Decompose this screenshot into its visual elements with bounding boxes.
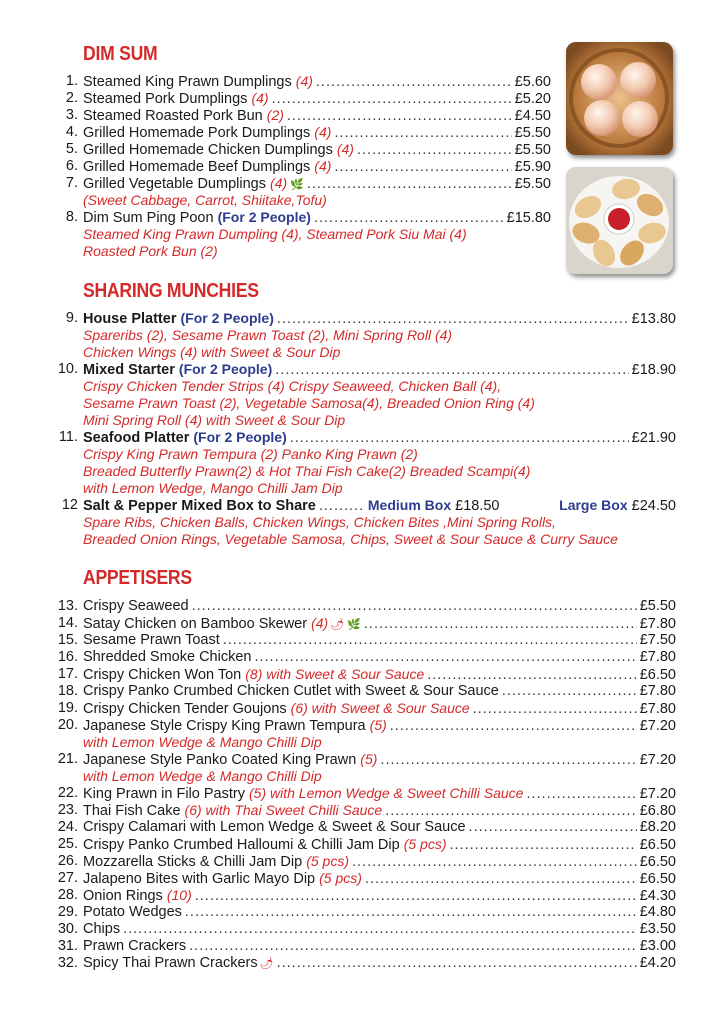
leaf-icon: 🌿 (347, 619, 361, 631)
item-price: £7.50 (639, 632, 676, 648)
leader-dots (272, 91, 512, 108)
leader-dots (357, 142, 512, 159)
item-portion: (5) (369, 717, 387, 733)
menu-item (48, 361, 676, 378)
item-price: £7.20 (639, 786, 676, 802)
leader-dots (185, 904, 637, 921)
item-portion: (5) with Lemon Wedge & Sweet Chilli Sauce (249, 785, 524, 801)
large-box-price: £24.50 (631, 498, 676, 514)
item-number: 6. (65, 158, 78, 174)
menu-item (48, 429, 676, 446)
item-number: 31. (57, 938, 78, 954)
item-number: 8. (65, 209, 78, 225)
item-name: House Platter (83, 311, 177, 327)
menu-item (48, 955, 676, 972)
item-name: King Prawn in Filo Pastry (83, 786, 245, 802)
item-name: Sesame Prawn Toast (83, 632, 220, 648)
item-name: Potato Wedges (83, 904, 182, 920)
item-description: with Lemon Wedge & Mango Chilli Dip (83, 734, 322, 750)
menu-item (48, 904, 676, 921)
leader-dots (427, 667, 636, 684)
item-portion: (4) (270, 175, 288, 191)
chili-icon: 🌶 (259, 958, 274, 970)
item-name: Japanese Style Crispy King Prawn Tempura (83, 718, 366, 734)
menu-item (48, 615, 676, 632)
item-description: Crispy Chicken Tender Strips (4) Crispy Seaweed, Chicken Ball (4), (83, 378, 502, 394)
item-portion: (6) with Sweet & Sour Sauce (290, 700, 470, 716)
item-name: Steamed King Prawn Dumplings (83, 74, 292, 90)
item-portion: (4) (336, 141, 354, 157)
item-price: £18.90 (631, 362, 676, 378)
item-number: 12 (61, 497, 78, 513)
leader-dots (473, 701, 637, 718)
item-price: £3.50 (639, 921, 676, 937)
item-description: with Lemon Wedge, Mango Chilli Jam Dip (83, 480, 343, 496)
menu-item (48, 175, 551, 192)
item-number: 27. (57, 870, 78, 886)
item-price: £5.20 (514, 91, 551, 107)
leader-dots (254, 649, 636, 666)
item-portion: (5 pcs) (403, 836, 447, 852)
item-price: £4.20 (639, 955, 676, 971)
leader-dots (526, 786, 636, 803)
dim-sum-steamer-photo (566, 42, 673, 155)
item-number: 19. (57, 700, 78, 716)
item-description: (Sweet Cabbage, Carrot, Shiitake,Tofu) (83, 192, 327, 208)
item-name: Steamed Pork Dumplings (83, 91, 248, 107)
menu-item (48, 209, 551, 226)
item-number: 13. (57, 598, 78, 614)
menu-item (48, 802, 676, 819)
menu-item (48, 310, 676, 327)
item-name: Prawn Crackers (83, 938, 187, 954)
item-description: Spare Ribs, Chicken Balls, Chicken Wings, Chicken Bites ,Mini Spring Rolls, (83, 514, 556, 530)
item-number: 24. (57, 819, 78, 835)
menu-item (48, 938, 676, 955)
item-portion: (5 pcs) (306, 853, 349, 869)
item-number: 28. (57, 887, 78, 903)
item-number: 23. (57, 802, 78, 818)
menu-item (48, 649, 676, 666)
item-price: £6.80 (639, 803, 676, 819)
item-price: £5.50 (514, 125, 551, 141)
item-price: £4.30 (639, 888, 676, 904)
item-number: 10. (57, 361, 78, 377)
item-portion: (6) with Thai Sweet Chilli Sauce (184, 802, 383, 818)
leader-dots (189, 938, 637, 955)
menu-item (48, 666, 676, 683)
item-number: 2. (65, 90, 78, 106)
leader-dots (287, 108, 512, 125)
leader-dots (365, 871, 637, 888)
item-number: 3. (65, 107, 78, 123)
item-number: 32. (57, 955, 78, 971)
item-number: 25. (57, 836, 78, 852)
leader-dots (450, 837, 637, 854)
item-name: Shredded Smoke Chicken (83, 649, 252, 665)
item-name: Dim Sum Ping Poon (83, 210, 214, 226)
large-box-label: Large Box (559, 497, 628, 513)
menu-item (48, 870, 676, 887)
item-number: 15. (57, 632, 78, 648)
item-portion: (4) (311, 615, 329, 631)
item-name: Jalapeno Bites with Garlic Mayo Dip (83, 871, 316, 887)
item-number: 18. (57, 683, 78, 699)
item-description: Crispy King Prawn Tempura (2) Panko King Prawn (2) (83, 446, 418, 462)
item-number: 21. (57, 751, 78, 767)
item-description: Sesame Prawn Toast (2), Vegetable Samosa(4), Breaded Onion Ring (4) (83, 395, 535, 411)
item-number: 14. (57, 615, 78, 631)
item-price: £21.90 (631, 430, 676, 446)
item-serves: (For 2 People) (180, 310, 274, 326)
item-price: £6.50 (639, 667, 676, 683)
item-price: £7.80 (639, 701, 676, 717)
item-price: £7.80 (639, 616, 676, 632)
item-number: 22. (57, 785, 78, 801)
item-name: Seafood Platter (83, 430, 190, 446)
leader-dots (223, 632, 637, 649)
leader-dots (502, 683, 637, 700)
menu-item (48, 717, 676, 734)
item-number: 17. (57, 666, 78, 682)
menu-item (48, 887, 676, 904)
leader-dots (385, 803, 637, 820)
item-price: £7.80 (639, 683, 676, 699)
item-name: Mixed Starter (83, 362, 175, 378)
leader-dots (195, 888, 637, 905)
item-portion: (4) (314, 158, 332, 174)
item-name: Onion Rings (83, 888, 163, 904)
item-price: £7.80 (639, 649, 676, 665)
section-title-dim-sum: DIM SUM (83, 43, 158, 65)
item-number: 26. (57, 853, 78, 869)
item-price: £4.50 (514, 108, 551, 124)
item-number: 29. (57, 904, 78, 920)
menu-item (48, 683, 676, 700)
item-portion: (4) (295, 73, 313, 89)
item-price: £6.50 (639, 837, 676, 853)
item-portion: (5) (360, 751, 378, 767)
menu-item (48, 107, 551, 124)
item-price: £6.50 (639, 871, 676, 887)
item-serves: (For 2 People) (217, 209, 311, 225)
menu-item (48, 73, 551, 90)
item-price: £7.20 (639, 718, 676, 734)
item-name: Crispy Chicken Tender Goujons (83, 701, 287, 717)
menu-item (48, 90, 551, 107)
item-name: Crispy Seaweed (83, 598, 189, 614)
leader-dots (380, 752, 636, 769)
leader-dots (319, 498, 365, 515)
item-price: £3.00 (639, 938, 676, 954)
medium-box-label: Medium Box (367, 497, 452, 513)
menu-item (48, 853, 676, 870)
section-title-appetisers: APPETISERS (83, 567, 192, 589)
menu-item (48, 124, 551, 141)
item-portion: (4) (314, 124, 332, 140)
item-portion: (10) (166, 887, 192, 903)
item-price: £5.60 (514, 74, 551, 90)
item-name: Salt & Pepper Mixed Box to Share (83, 498, 316, 514)
item-description: Steamed King Prawn Dumpling (4), Steamed Pork Siu Mai (4) (83, 226, 467, 242)
item-name: Crispy Panko Crumbed Chicken Cutlet with Sweet & Sour Sauce (83, 683, 499, 699)
item-description: Breaded Onion Rings, Vegetable Samosa, Chips, Sweet & Sour Sauce & Curry Sauce (83, 531, 618, 547)
leader-dots (352, 854, 637, 871)
menu-item (48, 598, 676, 615)
menu-item (48, 700, 676, 717)
section-title-sharing-munchies: SHARING MUNCHIES (83, 280, 259, 302)
menu-item (48, 785, 676, 802)
menu-item (48, 836, 676, 853)
item-number: 5. (65, 141, 78, 157)
item-description: Breaded Butterfly Prawn(2) & Hot Thai Fish Cake(2) Breaded Scampi(4) (83, 463, 531, 479)
leader-dots (314, 210, 504, 227)
item-price: £5.50 (514, 176, 551, 192)
leader-dots (277, 311, 629, 328)
item-price: £7.20 (639, 752, 676, 768)
menu-item (48, 632, 676, 649)
item-price: £5.90 (514, 159, 551, 175)
leader-dots (469, 819, 637, 836)
leaf-icon: 🌿 (290, 179, 304, 191)
item-name: Spicy Thai Prawn Crackers (83, 955, 258, 971)
chili-icon: 🌶 (330, 619, 345, 631)
item-serves: (For 2 People) (178, 361, 273, 377)
item-number: 1. (65, 73, 78, 89)
item-name: Grilled Vegetable Dumplings (83, 176, 266, 192)
leader-dots (123, 921, 637, 938)
leader-dots (364, 616, 637, 633)
item-name: Satay Chicken on Bamboo Skewer (83, 616, 308, 632)
item-number: 30. (57, 921, 78, 937)
item-number: 4. (65, 124, 78, 140)
item-name: Grilled Homemade Beef Dumplings (83, 159, 311, 175)
item-description: Chicken Wings (4) with Sweet & Sour Dip (83, 344, 341, 360)
item-price: £6.50 (639, 854, 676, 870)
item-name: Grilled Homemade Pork Dumplings (83, 125, 311, 141)
item-description: with Lemon Wedge & Mango Chilli Dip (83, 768, 322, 784)
item-portion: (4) (251, 90, 269, 106)
leader-dots (277, 955, 637, 972)
item-name: Steamed Roasted Pork Bun (83, 108, 263, 124)
item-number: 20. (57, 717, 78, 733)
item-serves: (For 2 People) (193, 429, 287, 445)
menu-item (48, 497, 676, 514)
item-price: £15.80 (506, 210, 551, 226)
item-name: Crispy Panko Crumbed Halloumi & Chilli Jam Dip (83, 837, 400, 853)
item-number: 16. (57, 649, 78, 665)
item-name: Grilled Homemade Chicken Dumplings (83, 142, 333, 158)
item-name: Chips (83, 921, 121, 937)
leader-dots (334, 125, 511, 142)
leader-dots (290, 430, 629, 447)
menu-item (48, 158, 551, 175)
leader-dots (192, 598, 637, 615)
item-name: Mozzarella Sticks & Chilli Jam Dip (83, 854, 303, 870)
item-number: 11. (58, 429, 78, 445)
item-number: 7. (65, 175, 78, 191)
item-description: Spareribs (2), Sesame Prawn Toast (2), Mini Spring Roll (4) (83, 327, 453, 343)
menu-item (48, 141, 551, 158)
item-price: £8.20 (639, 819, 676, 835)
item-price: £5.50 (639, 598, 676, 614)
item-price: £5.50 (514, 142, 551, 158)
item-name: Crispy Chicken Won Ton (83, 667, 242, 683)
item-portion: (2) (266, 107, 284, 123)
leader-dots (275, 362, 628, 379)
menu-item (48, 819, 676, 836)
menu-item (48, 751, 676, 768)
item-number: 9. (65, 310, 78, 326)
item-description: Roasted Pork Bun (2) (83, 243, 218, 259)
item-name: Japanese Style Panko Coated King Prawn (83, 752, 357, 768)
leader-dots (390, 718, 637, 735)
grilled-dumplings-photo (566, 167, 673, 274)
item-portion: (8) with Sweet & Sour Sauce (245, 666, 425, 682)
item-price: £4.80 (639, 904, 676, 920)
item-name: Crispy Calamari with Lemon Wedge & Sweet & Sour Sauce (83, 819, 466, 835)
item-price: £13.80 (631, 311, 676, 327)
item-name: Thai Fish Cake (83, 803, 181, 819)
item-portion: (5 pcs) (319, 870, 362, 886)
leader-dots (316, 74, 512, 91)
leader-dots (334, 159, 511, 176)
medium-box-price: £18.50 (455, 498, 500, 514)
item-description: Mini Spring Roll (4) with Sweet & Sour Dip (83, 412, 346, 428)
leader-dots (307, 176, 512, 193)
menu-item (48, 921, 676, 938)
